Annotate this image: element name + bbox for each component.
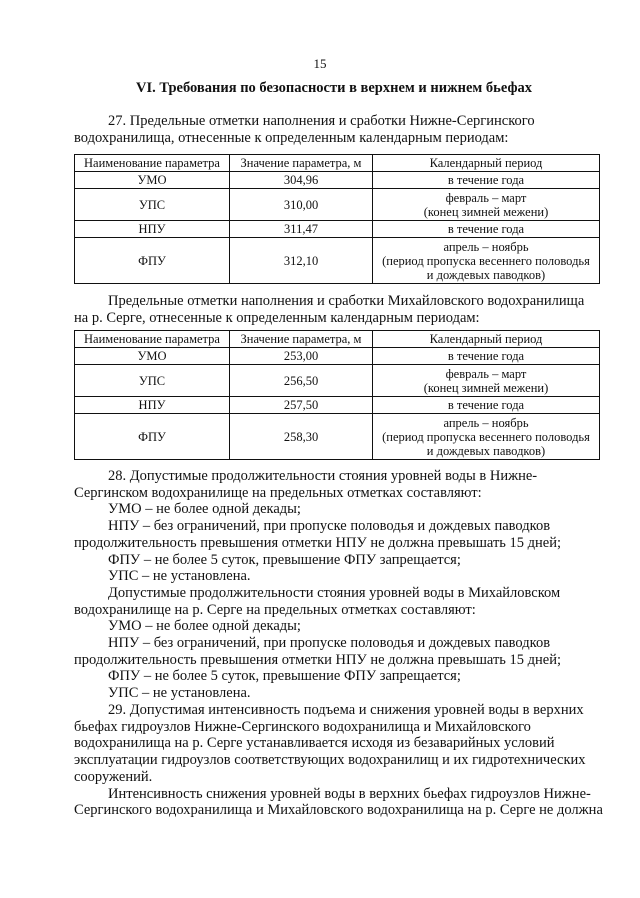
text-line: ФПУ – не более 5 суток, превышение ФПУ запрещается; [108, 551, 461, 568]
period-line: в течение года [447, 173, 525, 187]
header-value: Значение параметра, м [230, 331, 373, 348]
cell-value: 311,47 [230, 221, 373, 238]
cell-param: УПС [75, 189, 230, 221]
paragraph-29 [74, 702, 603, 819]
cell-period [373, 189, 600, 221]
text-line: водохранилища, отнесенные к определенным календарным периодам: [74, 129, 509, 146]
cell-period [373, 172, 600, 189]
paragraph-27 [74, 113, 600, 146]
text-line: 28. Допустимые продолжительности стояния уровней воды в Нижне- [108, 468, 538, 484]
cell-param: УМО [75, 172, 230, 189]
text-line: Предельные отметки наполнения и сработки Михайловского водохранилища [108, 293, 585, 309]
table-row [75, 221, 600, 238]
cell-value: 258,30 [230, 414, 373, 460]
text-line: НПУ – без ограничений, при пропуске половодья и дождевых паводков [108, 518, 551, 535]
period-line: (конец зимней межени) [423, 380, 549, 395]
cell-period [373, 365, 600, 397]
header-param: Наименование параметра [75, 331, 230, 348]
period-line: апрель – ноябрь [443, 239, 529, 254]
cell-param: ФПУ [75, 238, 230, 284]
text-line: бьефах гидроузлов Нижне-Сергинского водохранилища и Михайловского [74, 718, 531, 735]
period-line: в течение года [447, 349, 525, 363]
table-row [75, 238, 600, 284]
text-line: Интенсивность снижения уровней воды в верхних бьефах гидроузлов Нижне- [108, 785, 591, 802]
text-line: водохранилища на р. Серге устанавливается исходя из безаварийных условий [74, 735, 555, 752]
cell-value: 310,00 [230, 189, 373, 221]
period-line: февраль – март [445, 190, 527, 205]
text-line: водохранилище на р. Серге на предельных отметках составляют: [74, 601, 476, 618]
cell-period [373, 238, 600, 284]
cell-value: 304,96 [230, 172, 373, 189]
paragraph-intro-mikhailovskoe [74, 293, 600, 326]
text-line: Сергинском водохранилище на предельных отметках составляют: [74, 484, 482, 501]
page-number: 15 [313, 56, 327, 71]
text-line: УПС – не установлена. [108, 568, 251, 585]
text-line: ФПУ – не более 5 суток, превышение ФПУ запрещается; [108, 668, 461, 685]
period-line: и дождевых паводков) [426, 267, 546, 282]
text-line: продолжительность превышения отметки НПУ не должна превышать 15 дней; [74, 651, 562, 668]
cell-value: 256,50 [230, 365, 373, 397]
period-line: февраль – март [445, 366, 527, 381]
cell-param: ФПУ [75, 414, 230, 460]
text-line: УПС – не установлена. [108, 685, 251, 702]
cell-value: 253,00 [230, 348, 373, 365]
cell-param: НПУ [75, 221, 230, 238]
table-header-row [75, 331, 600, 348]
header-period: Календарный период [373, 331, 600, 348]
text-line: УМО – не более одной декады; [108, 618, 301, 635]
text-line: УМО – не более одной декады; [108, 501, 301, 518]
cell-param: УМО [75, 348, 230, 365]
cell-value: 312,10 [230, 238, 373, 284]
header-value: Значение параметра, м [230, 155, 373, 172]
period-line: (период пропуска весеннего половодья [382, 429, 590, 444]
header-period: Календарный период [373, 155, 600, 172]
period-line: (период пропуска весеннего половодья [382, 253, 590, 268]
cell-period [373, 414, 600, 460]
cell-param: УПС [75, 365, 230, 397]
period-line: апрель – ноябрь [443, 415, 529, 430]
period-line: (конец зимней межени) [423, 204, 549, 219]
table-row [75, 189, 600, 221]
text-line: Сергинского водохранилища и Михайловского водохранилища на р. Серге не должна [74, 802, 603, 819]
text-line: 29. Допустимая интенсивность подъема и снижения уровней воды в верхних [108, 702, 584, 718]
text-line: продолжительность превышения отметки НПУ не должна превышать 15 дней; [74, 534, 562, 551]
period-line: и дождевых паводков) [426, 443, 546, 458]
table-row [75, 348, 600, 365]
text-line: Допустимые продолжительности стояния уровней воды в Михайловском [108, 584, 561, 601]
section-title: VI. Требования по безопасности в верхнем и нижнем бьефах [136, 80, 532, 96]
table-row [75, 172, 600, 189]
text-line: эксплуатации гидроузлов соответствующих водохранилищ и их гидротехнических [74, 752, 586, 769]
table-row [75, 414, 600, 460]
header-param: Наименование параметра [75, 155, 230, 172]
cell-period [373, 348, 600, 365]
text-line: 27. Предельные отметки наполнения и сработки Нижне-Сергинского [108, 113, 535, 129]
table-row [75, 397, 600, 414]
table-nizhne-serginskoe [74, 154, 600, 284]
text-line: НПУ – без ограничений, при пропуске половодья и дождевых паводков [108, 635, 551, 652]
text-line: сооружений. [74, 768, 153, 785]
table-row [75, 365, 600, 397]
period-line: в течение года [447, 398, 525, 412]
cell-period [373, 221, 600, 238]
text-line: на р. Серге, отнесенные к определенным календарным периодам: [74, 309, 480, 326]
period-line: в течение года [447, 222, 525, 236]
paragraph-28 [74, 468, 600, 702]
cell-param: НПУ [75, 397, 230, 414]
table-header-row [75, 155, 600, 172]
cell-value: 257,50 [230, 397, 373, 414]
table-mikhailovskoe [74, 330, 600, 460]
cell-period [373, 397, 600, 414]
